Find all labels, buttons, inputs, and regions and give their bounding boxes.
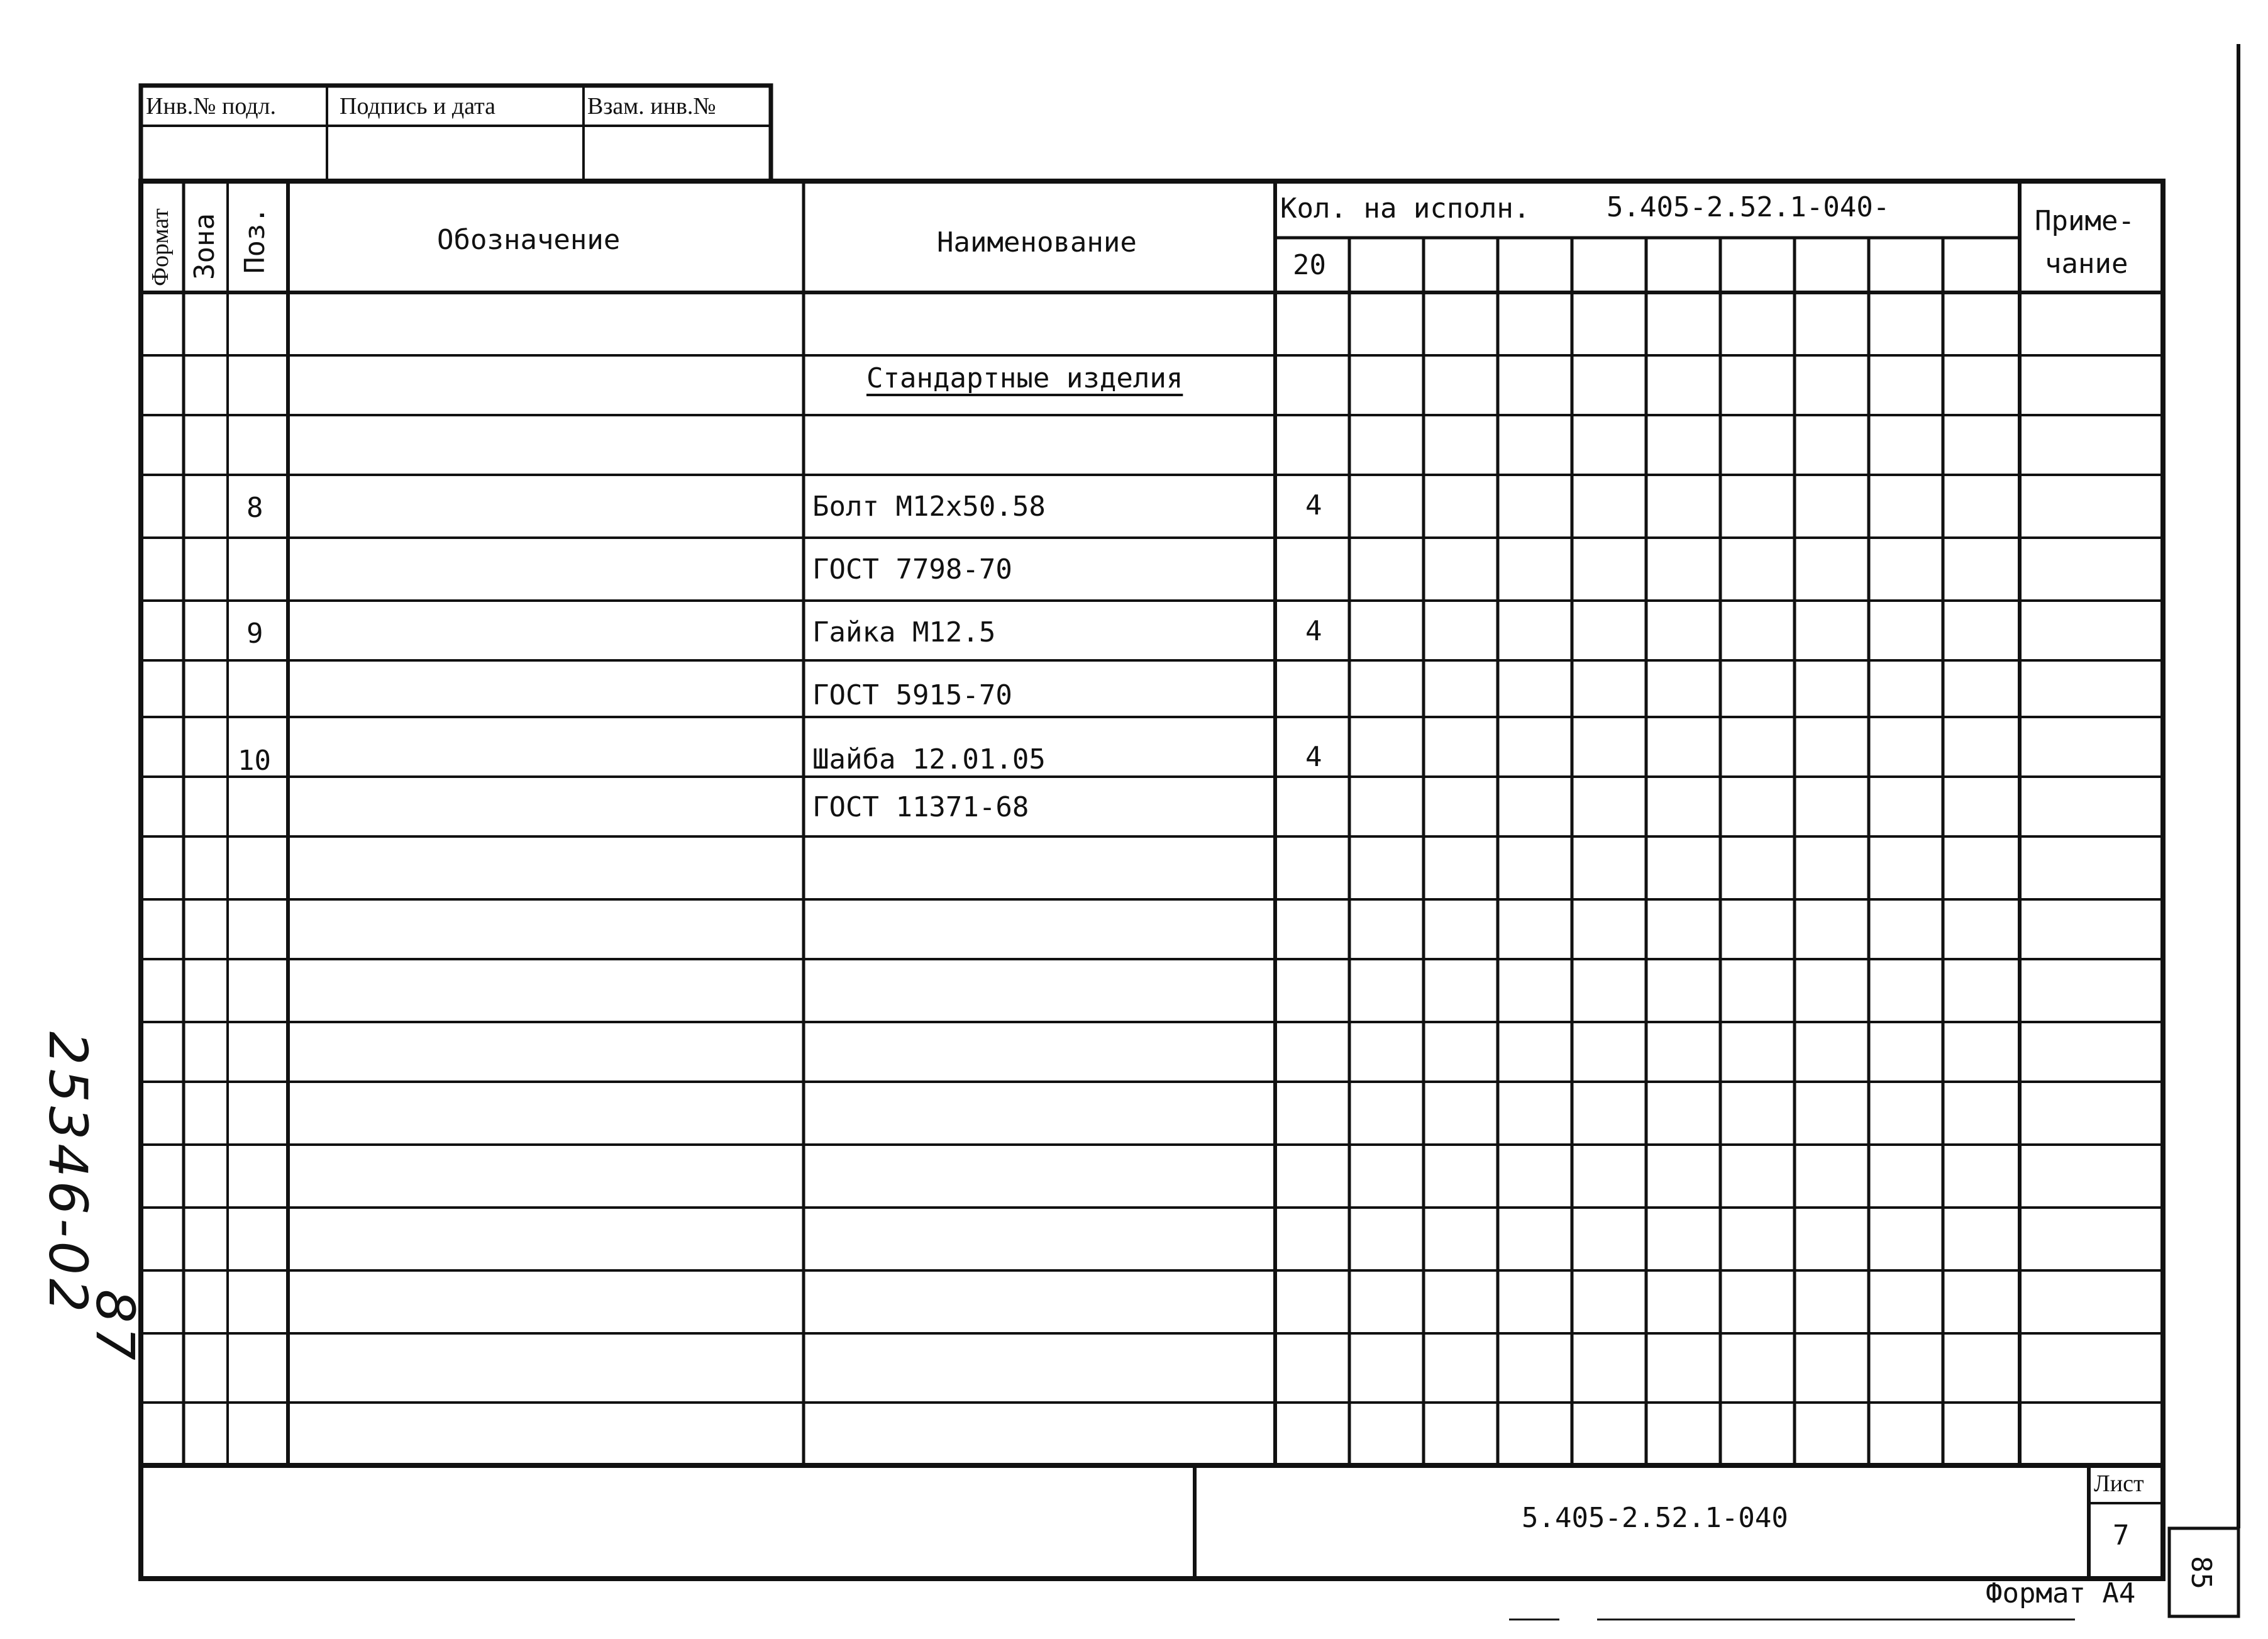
- row-name: ГОСТ 7798-70: [812, 553, 1012, 586]
- qty-document-number: 5.405-2.52.1-040-: [1607, 191, 1890, 223]
- handwritten-page-number: 87: [84, 1289, 146, 1364]
- sheet-number: 7: [2113, 1520, 2130, 1552]
- name-column-header: Наименование: [937, 226, 1137, 258]
- document-number: 5.405-2.52.1-040: [1522, 1502, 1788, 1534]
- pos-column-header: Поз.: [239, 207, 271, 274]
- format-note: Формат А4: [1986, 1577, 2136, 1609]
- note-column-header-line1: Приме-: [2035, 205, 2135, 237]
- inv-podl-label: Инв.№ подл.: [146, 93, 277, 119]
- handwritten-archive-number: 25346-02: [37, 1031, 99, 1316]
- vzam-inv-label: Взам. инв.№: [587, 93, 716, 119]
- zone-column-header: Зона: [189, 213, 221, 280]
- row-pos: 10: [238, 745, 271, 777]
- sheet-label: Лист: [2094, 1470, 2144, 1497]
- row-pos: 8: [246, 492, 263, 524]
- row-qty: 4: [1305, 741, 1322, 773]
- format-column-header: Формат: [147, 208, 174, 286]
- page-number: 85: [2185, 1556, 2217, 1589]
- row-pos: 9: [246, 618, 263, 650]
- row-qty: 4: [1305, 489, 1322, 521]
- row-name: ГОСТ 11371-68: [812, 791, 1029, 823]
- variant-20-header: 20: [1293, 249, 1326, 281]
- qty-column-header: Кол. на исполн.: [1280, 192, 1530, 225]
- row-name: Болт М12х50.58: [812, 491, 1046, 523]
- row-name: ГОСТ 5915-70: [812, 679, 1012, 711]
- row-name: Гайка М12.5: [812, 616, 996, 648]
- row-name: Шайба 12.01.05: [812, 743, 1046, 775]
- designation-column-header: Обозначение: [437, 224, 621, 256]
- section-heading-standard-items: Стандартные изделия: [866, 362, 1183, 394]
- row-qty: 4: [1305, 615, 1322, 647]
- note-column-header-line2: чание: [2045, 248, 2128, 280]
- signature-date-label: Подпись и дата: [340, 93, 496, 119]
